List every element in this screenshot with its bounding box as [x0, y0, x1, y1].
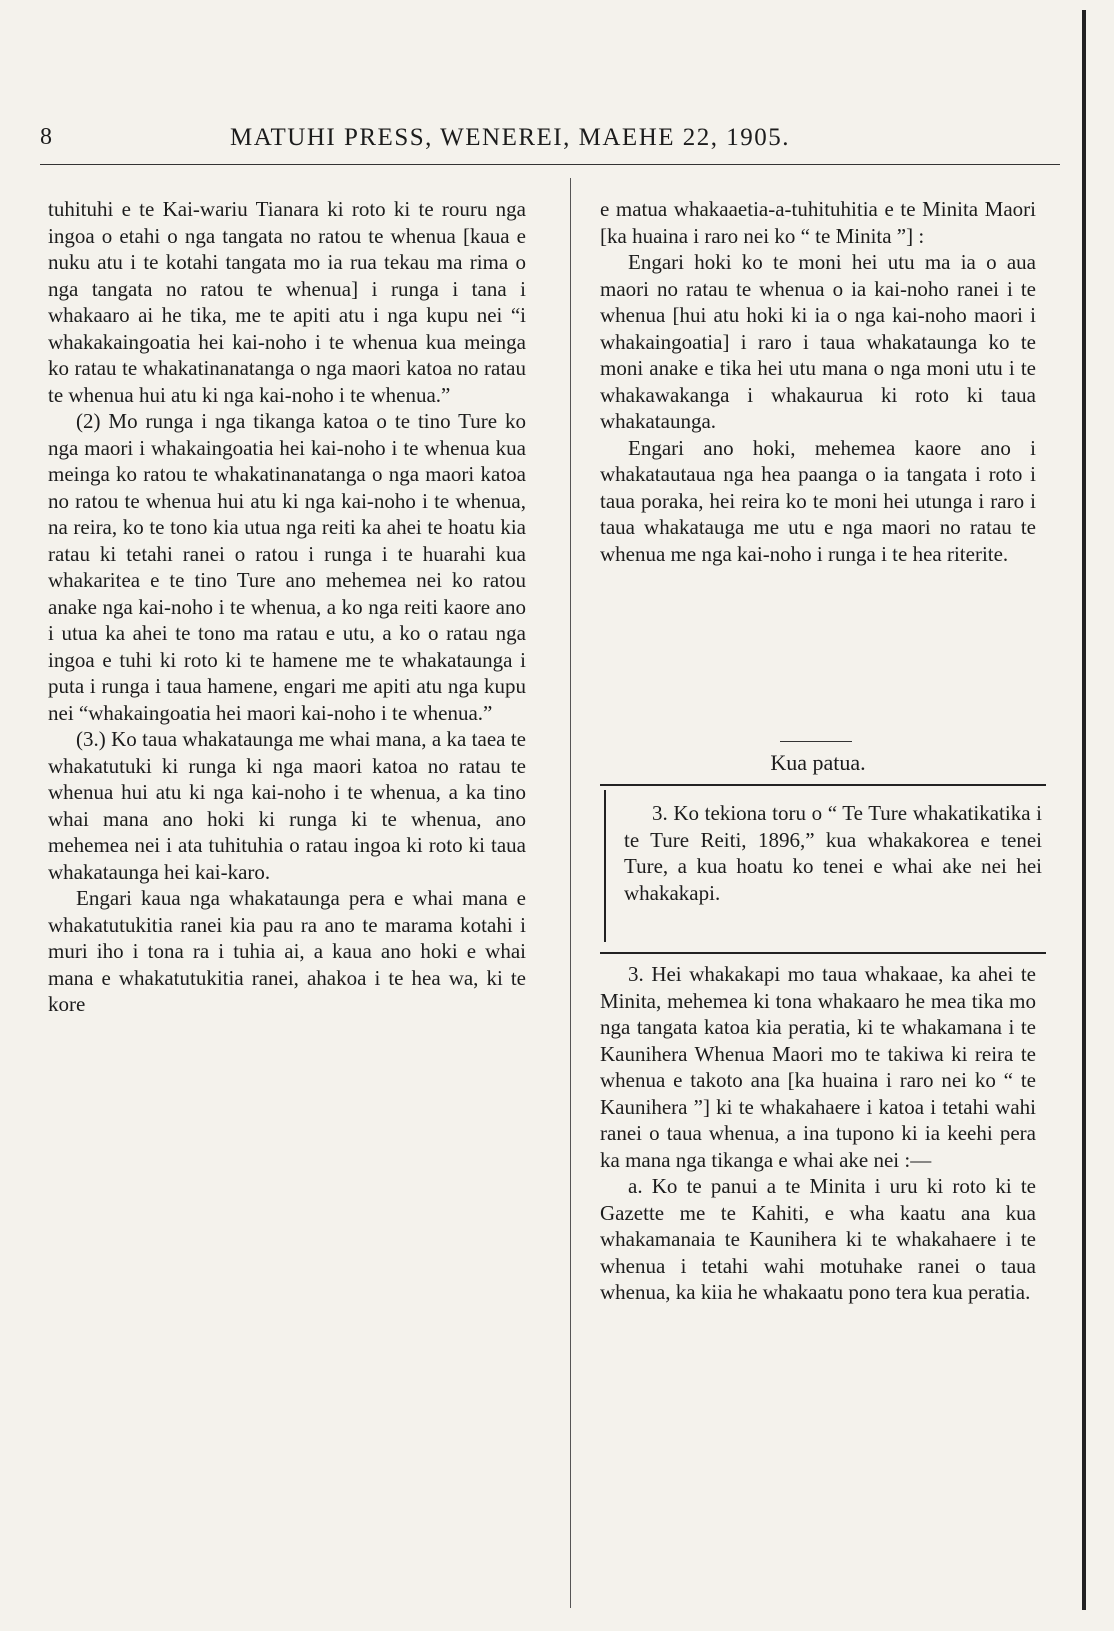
- right-paragraph-1: e matua whakaaetia-a-tuhituhitia e te Minita Maori [ka huaina i raro nei ko “ te Minita ”] :: [600, 197, 1036, 248]
- right-column: [600, 196, 1036, 567]
- box-left-rule: [604, 790, 606, 942]
- right-paragraph-3: Engari ano hoki, mehemea kaore ano i whakatautaua nga hea paanga o ia tangata i roto i taua poraka, hei reira ko te moni hei utunga i raro i taua whakatauga me utu e nga maori no ratau te whenua me nga kai-noho i runga i te hea riterite.: [600, 435, 1036, 566]
- left-paragraph-1: tuhituhi e te Kai-wariu Tianara ki roto ki te rouru nga ingoa o etahi o nga tangata no ratou te whenua [kaua e nuku atu i te kotahi tangata mo ia rua tekau ma rima o nga tangata no ratou te whenua] i runga i tana i whakaaro ai he tika, me te apiti atu i nga kupu nei “i whakakaingoatia hei kai-noho i te whenua kua meinga ko ratau te whakatinanatanga o nga maori katoa no ratau te whenua hui atu ki nga kai-noho i te whenua.”: [48, 197, 526, 407]
- header-rule: [40, 164, 1060, 165]
- left-paragraph-4: Engari kaua nga whakataunga pera e whai mana e whakatutukitia ranei kia pau ra ano te marama kotahi i muri iho i tona ra i tuhia ai, a kaua ano hoki e whai mana e whakatutukitia ranei, ahakoa i te hea wa, ki te kore: [48, 886, 526, 1016]
- box-bottom-rule: [600, 952, 1046, 954]
- right-column-continued: [600, 961, 1036, 1306]
- page-number: 8: [40, 124, 52, 150]
- section-heading: Kua patua.: [770, 750, 866, 775]
- section-short-rule: [780, 741, 852, 742]
- boxed-amendment: [624, 800, 1042, 906]
- left-paragraph-2: (2) Mo runga i nga tikanga katoa o te tino Ture ko nga maori i whakaingoatia hei kai-noho i te whenua kua meinga ko ratou te whakatinanatanga o nga maori katoa no ratou te whenua hui atu ki nga kai-noho i te whenua, na reira, ko te tono kia utua nga reiti ka ahei te hoatu kia ratau ki tetahi ranei o ratou i runga i te huarahi kua whakaritea e te tino Ture ano mehemea nei ko ratou anake nga kai-noho i te whenua, a ko nga reiti kaore ano i utua ka ahei te tono ma ratau e utu, a ko o ratau nga ingoa e tuhi ki roto ki te hamene me te whakataunga i puta i runga i taua hamene, engari me apiti atu nga kupu nei “whakaingoatia hei maori kai-noho i te whenua.”: [48, 409, 526, 725]
- page-header: [40, 118, 1060, 158]
- page-title: MATUHI PRESS, WENEREI, MAEHE 22, 1905.: [230, 124, 791, 151]
- left-column: [48, 196, 526, 1018]
- page-edge-mark: [1082, 10, 1086, 1610]
- right-paragraph-5: a. Ko te panui a te Minita i uru ki roto ki te Gazette me te Kahiti, e wha kaatu ana kua whakamanaia te Kaunihera ki te whakahaere i te whenua i tetahi wahi motuhake ranei o taua whenua, ka kiia he whakaatu pono tera kua peratia.: [600, 1174, 1036, 1304]
- box-top-rule: [600, 784, 1046, 786]
- left-paragraph-3: (3.) Ko taua whakataunga me whai mana, a ka taea te whakatutuki ki runga ki nga maori katoa no ratau te whenua hui atu ki nga kai-noho i te whenua, a ka tino whai mana ano hoki ki runga ki te whenua, ano mehemea nei i ata tuhituhia o ratau ingoa ki roto ki taua whakataunga hei kai-karo.: [48, 727, 526, 884]
- right-paragraph-2: Engari hoki ko te moni hei utu ma ia o aua maori no ratau te whenua o ia kai-noho ranei i te whenua [hui atu hoki ki ia o nga kai-noho maori i whakaingoatia] i raro i taua whakataunga ko te moni anake e tika hei utu mana o nga moni utu i te whakawakanga i whakaurua ki roto ki taua whakataunga.: [600, 250, 1036, 433]
- boxed-paragraph: 3. Ko tekiona toru o “ Te Ture whakatikatika i te Ture Reiti, 1896,” kua whakakorea e tenei Ture, a kua hoatu ko tenei e whai ake nei hei whakakapi.: [624, 801, 1042, 905]
- right-paragraph-4: 3. Hei whakakapi mo taua whakaae, ka ahei te Minita, mehemea ki tona whakaaro he mea tika mo nga tangata katoa kia peratia, ki te whakamana i te Kaunihera Whenua Maori mo te takiwa ki reira te whenua e takoto ana [ka huaina i raro nei ko “ te Kaunihera ”] ki te whakahaere i katoa i tetahi wahi ranei o taua whenua, a ina tupono ki ia keehi pera ka mana nga tikanga e whai ake nei :—: [600, 962, 1036, 1172]
- column-divider: [570, 178, 571, 1608]
